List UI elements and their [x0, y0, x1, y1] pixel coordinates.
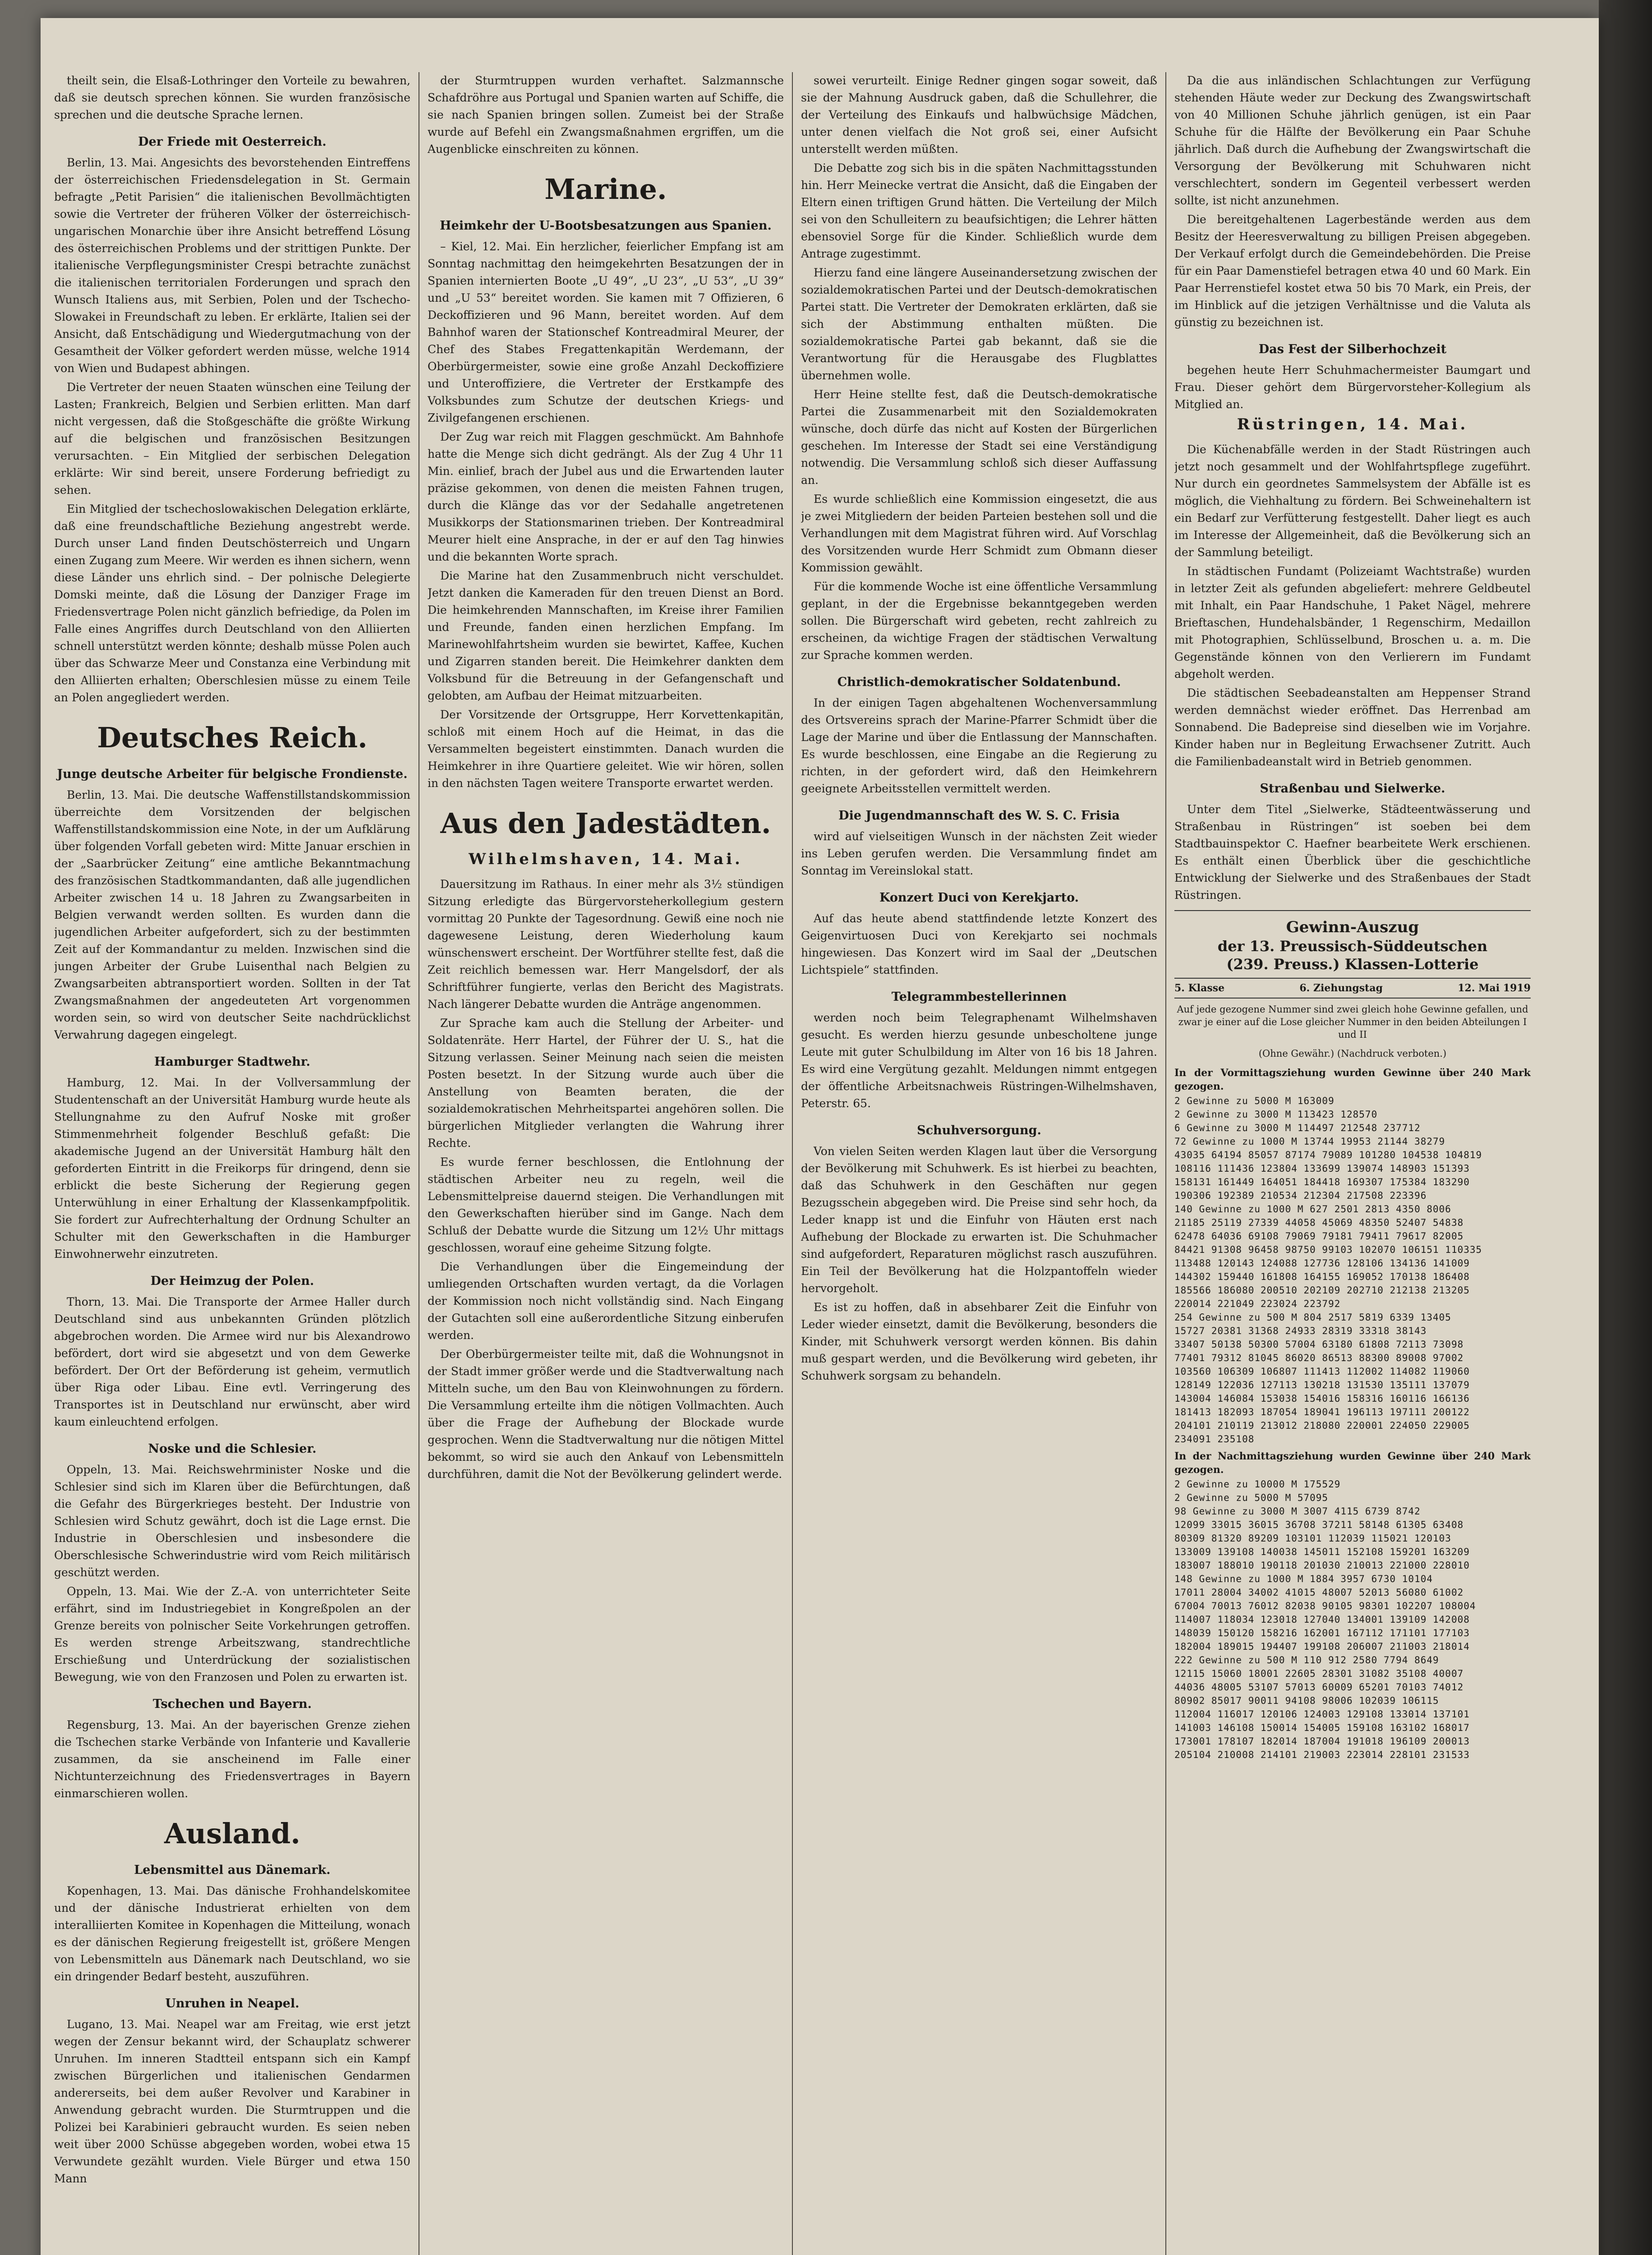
- paragraph: Unter dem Titel „Sielwerke, Städteentwässerung und Straßenbau in Rüstringen“ ist soeben bei dem Stadtbauinspektor C. Haefner bearbeitete Werk erschienen. Es enthält einen Überblick über die geschichtliche Entwicklung der Sielwerke und des Straßenbaues der Stadt Rüstringen.: [1174, 803, 1531, 902]
- paragraph: Die Vertreter der neuen Staaten wünschen eine Teilung der Lasten; Frankreich, Belgien und Serbien erlitten. Man darf nicht vergessen, daß die Stoßgeschäfte die größte Wirkung auf die belgischen und französischen Besitzungen verursachten. – Ein Mitglied der serbischen Delegation erklärte: Wir sind bereit, unsere Forderung befriedigt zu sehen.: [54, 381, 410, 497]
- lottery-draw-day: 6. Ziehungstag: [1299, 982, 1383, 994]
- lottery-line: 80902 85017 90011 94108 98006 102039 106115: [1174, 1695, 1439, 1706]
- column-3: [801, 72, 1157, 2255]
- lottery-line: 182004 189015 194407 199108 206007 211003 218014: [1174, 1641, 1470, 1652]
- lottery-line: 183007 188010 190118 201030 210013 221000 228010: [1174, 1560, 1470, 1571]
- paragraph: Ein Mitglied der tschechoslowakischen Delegation erklärte, daß eine freundschaftliche Beziehung angestrebt werde. Durch unser Land finden Deutschösterreich und Ungarn einen Zugang zum Meere. Wir werden es ihnen sichern, wenn diese Länder uns ehrlich sind. – Der polnische Delegierte Domski meinte, daß die Lösung der Danziger Frage im Friedensvertrage Polen nicht gänzlich befriedige, da Polen im Falle eines Angriffes durch Deutschland von den Alliierten schnell unterstützt werden könnte; deshalb müsse Polen auch über das Schwarze Meer und Constanza eine Verbindung mit den Alliierten erhalten; Oberschlesien müsse zu einem Teile an Polen angegliedert werden.: [54, 502, 410, 704]
- lottery-line: 190306 192389 210534 212304 217508 223396: [1174, 1190, 1427, 1201]
- lottery-line: 2 Gewinne zu 5000 M 163009: [1174, 1095, 1334, 1106]
- paragraph: Kopenhagen, 13. Mai. Das dänische Frohhandelskomitee und der dänische Industrierat erhielten von dem interalliierten Komitee in Kopenhagen die Mitteilung, wonach es der dänischen Regierung freigestellt ist, größere Mengen von Lebensmitteln aus Dänemark nach Deutschland, wo sie ein dringender Bedarf besteht, auszuführen.: [54, 1884, 410, 1983]
- paragraph: Oppeln, 13. Mai. Wie der Z.-A. von unterrichteter Seite erfährt, sind im Industriegebiet in Kongreßpolen an der Grenze bereits von polnischer Seite Vorkehrungen getroffen. Es werden strenge Arbeitszwang, standrechtliche Erschießung und Unterdrückung der sozialistischen Bewegung, wie von den Franzosen und Polen zu erwarten ist.: [54, 1585, 410, 1684]
- lottery-line: 144302 159440 161808 164155 169052 170138 186408: [1174, 1271, 1470, 1282]
- lottery-line: 205104 210008 214101 219003 223014 228101 231533: [1174, 1749, 1470, 1760]
- column-1: [54, 72, 410, 2255]
- heading-schuhversorgung: Schuhversorgung.: [917, 1123, 1041, 1137]
- divider: [1174, 910, 1531, 911]
- paragraph: Die Debatte zog sich bis in die späten Nachmittagsstunden hin. Herr Meinecke vertrat die Ansicht, daß die Eingaben der Eltern einen triftigen Grund hätten. Die Verteilung der Milch sei von den Schulleitern zu beaufsichtigen; die Lehrer hätten ebensoviel Sorge für die Kinder. Schließlich wurde dem Antrage zugestimmt.: [801, 161, 1157, 260]
- article-intro: Da die aus inländischen Schlachtungen zur Verfügung stehenden Häute weder zur Deckung des Zwangswirtschaft von 40 Millionen Schuhe jährlich genügen, ist ein Paar Schuhe für die Hälfte der Bevölkerung ein Paar Schuhe jährlich. Daß durch die Aufhebung der Zwangswirtschaft die Versorgung der Bevölkerung mit Schuhwaren nicht verschlechtert, sondern im Gegenteil verbessert werden sollte, ist nicht anzunehmen.: [1174, 74, 1531, 207]
- lottery-line: 98 Gewinne zu 3000 M 3007 4115 6739 8742: [1174, 1506, 1421, 1517]
- lottery-line: 114007 118034 123018 127040 134001 139109 142008: [1174, 1614, 1470, 1625]
- paragraph: Der Zug war reich mit Flaggen geschmückt. Am Bahnhofe hatte die Menge sich dicht gedrängt. Als der Zug 4 Uhr 11 Min. einlief, brach der Jubel aus und die Erwartenden lauter präzise gekommen, von denen die meisten Fahnen trugen, durch die Klänge das vor der Sedahalle angetretenen Musikkorps der Stationsmarinen trieben. Der Kontreadmiral Meurer hielt eine Ansprache, in der er auf den Tag hinwies und die bekannten Worte sprach.: [428, 430, 784, 563]
- paragraph: Der Vorsitzende der Ortsgruppe, Herr Korvettenkapitän, schloß mit einem Hoch auf die Heimat, in das die Versammelten begeistert einstimmten. Danach wurden die Heimkehrer in ihre Quartiere geleitet. Wie wir hören, sollen in den nächsten Tagen weitere Transporte erwartet werden.: [428, 708, 784, 790]
- heading-lebensmittel-daenemark: Lebensmittel aus Dänemark.: [134, 1863, 331, 1877]
- lottery-disclaimer: (Ohne Gewähr.) (Nachdruck verboten.): [1258, 1048, 1447, 1059]
- lottery-line: 133009 139108 140038 145011 152108 159201 163209: [1174, 1546, 1470, 1557]
- paragraph: Die Marine hat den Zusammenbruch nicht verschuldet. Jetzt danken die Kameraden für den treuen Dienst an Bord. Die heimkehrenden Mannschaften, im Kreise ihrer Familien und Freunde, fanden einen herzlichen Empfang. Im Marinewohlfahrtsheim wurden sie bewirtet, Kaffee, Kuchen und Zigarren standen bereit. Die Heimkehrer dankten dem Volksbund für die Betreuung in der Gefangenschaft und gelobten, am Aufbau der Heimat mitzuarbeiten.: [428, 569, 784, 702]
- heading-jugendmannschaft: Die Jugendmannschaft des W. S. C. Frisia: [838, 809, 1120, 823]
- lottery-subtitle: der 13. Preussisch-Süddeutschen: [1217, 938, 1488, 955]
- lottery-line: 33407 50138 50300 57004 63180 61808 72113 73098: [1174, 1339, 1464, 1350]
- paragraph: Für die kommende Woche ist eine öffentliche Versammlung geplant, in der die Ergebnisse bekanntgegeben werden sollen. Die Bürgerschaft wird gebeten, recht zahlreich zu erscheinen, da wichtige Fragen der städtischen Verwaltung zur Sprache kommen werden.: [801, 580, 1157, 662]
- lottery-line: 204101 210119 213012 218080 220001 224050 229005: [1174, 1420, 1470, 1431]
- paragraph: Oppeln, 13. Mai. Reichswehrminister Noske und die Schlesier sind sich im Klaren über die Befürchtungen, daß die Gefahr des Bürgerkrieges besteht. Der Industrie von Schlesien wird Schutz gewährt, doch ist die Lage ernst. Die Industrie in Oberschlesien und insbesondere die Oberschlesische Schwerindustrie wird vom Reich militärisch geschützt werden.: [54, 1463, 410, 1579]
- paragraph: Regensburg, 13. Mai. An der bayerischen Grenze ziehen die Tschechen starke Verbände von Infanterie und Kavallerie zusammen, da sie anscheinend im Falle einer Nichtunterzeichnung des Friedensvertrages in Bayern einmarschieren wollen.: [54, 1718, 410, 1800]
- lottery-line: 2 Gewinne zu 3000 M 113423 128570: [1174, 1109, 1378, 1120]
- paragraph: wird auf vielseitigen Wunsch in der nächsten Zeit wieder ins Leben gerufen werden. Die Versammlung findet am Sonntag im Vereinslokal statt.: [801, 830, 1157, 877]
- newspaper-page: [41, 18, 1599, 2255]
- section-heading-marine: Marine.: [544, 173, 667, 206]
- paragraph: Der Oberbürgermeister teilte mit, daß die Wohnungsnot in der Stadt immer größer werde und die Stadtverwaltung nach Mitteln suche, um den Bau von Kleinwohnungen zu fördern. Die Versammlung erteilte ihm die nötigen Vollmachten. Auch über die Frage der Aufhebung der Blockade wurde gesprochen. Wenn die Stadtverwaltung nur die nötigen Mittel bekommt, so wird sie auch den Ankauf von Lebensmitteln durchführen, damit die Not der Bevölkerung gelindert werde.: [428, 1348, 784, 1481]
- lottery-line: 222 Gewinne zu 500 M 110 912 2580 7794 8649: [1174, 1655, 1439, 1666]
- paragraph: werden noch beim Telegraphenamt Wilhelmshaven gesucht. Es werden hierzu gesunde unbescholtene junge Leute mit guter Schulbildung im Alter von 16 bis 18 Jahren. Es wird eine Vergütung gezahlt. Meldungen nimmt entgegen der öffentliche Arbeitsnachweis Rüstringen-Wilhelmshaven, Peterstr. 65.: [801, 1011, 1157, 1110]
- lottery-line: 185566 186080 200510 202109 202710 212138 213205: [1174, 1285, 1470, 1296]
- lottery-line: 12115 15060 18001 22605 28301 31082 35108 40007: [1174, 1668, 1464, 1679]
- heading-hamburger-stadtwehr: Hamburger Stadtwehr.: [154, 1055, 310, 1069]
- lottery-line: 103560 106309 106807 111413 112002 114082 119060: [1174, 1366, 1470, 1377]
- heading-friede-oesterreich: Der Friede mit Oesterreich.: [138, 135, 327, 149]
- paragraph: Berlin, 13. Mai. Angesichts des bevorstehenden Eintreffens der österreichischen Friedensdelegation in St. Germain befragte „Petit Parisien“ die italienischen Bevollmächtigten sowie die Vertreter der früheren Völker der österreichisch-ungarischen Monarchie über ihre Ansicht betreffend Lösung des österreichischen Problems und der strittigen Punkte. Der italienische Verpflegungsminister Crespi betrachte zunächst die italienischen territorialen Forderungen und sprach den Wunsch Italiens aus, mit Serbien, Polen und der Tschecho-Slowakei in Freundschaft zu leben. Er erklärte, Italien sei der Ansicht, daß Entschädigung und Wiedergutmachung von der Gesamtheit der Völker gefordert werden müsse, welche 1914 von Wien und Budapest abhingen.: [54, 156, 410, 375]
- heading-konzert: Konzert Duci von Kerekjarto.: [879, 891, 1079, 905]
- heading-strassenbau: Straßenbau und Sielwerke.: [1260, 782, 1445, 796]
- lottery-line: 108116 111436 123804 133699 139074 148903 151393: [1174, 1163, 1470, 1174]
- lottery-class: 5. Klasse: [1174, 982, 1225, 994]
- paragraph: Herr Heine stellte fest, daß die Deutsch-demokratische Partei die Zusammenarbeit mit den Sozialdemokraten wünsche, doch dürfe das nicht auf Kosten der Bürgerlichen geschehen. Im Interesse der Stadt sei eine Verständigung notwendig. Die Versammlung schloß sich dieser Auffassung an.: [801, 388, 1157, 487]
- heading-junge-arbeiter: Junge deutsche Arbeiter für belgische Frondienste.: [57, 767, 408, 781]
- paragraph: Hierzu fand eine längere Auseinandersetzung zwischen der sozialdemokratischen Partei und der Deutsch-demokratischen Partei statt. Die Vertreter der Demokraten erklärten, daß sie sich der Abstimmung enthalten müßten. Die sozialdemokratische Partei gab bekannt, daß sie die Verantwortung für die Herausgabe des Flugblattes übernehmen wolle.: [801, 266, 1157, 382]
- lottery-line: 2 Gewinne zu 5000 M 57095: [1174, 1492, 1329, 1503]
- paragraph: Hamburg, 12. Mai. In der Vollversammlung der Studentenschaft an der Universität Hamburg wurde heute als Stellungnahme zu den Aufruf Noske mit großer Stimmenmehrheit folgender Beschluß gefaßt: Die akademische Jugend an der Universität Hamburg hält den geforderten Eintritt in die Freikorps für dringend, denn sie erblickt die beste Sicherung der Regierung gegen Unterwühlung in einer Erhaltung der Klassenkampfpolitik. Sie fordert zur Aufrechterhaltung der Ordnung Schulter an Schulter mit den Gewerkschaften in die Hamburger Einwohnerwehr einzutreten.: [54, 1076, 410, 1261]
- lottery-line: 148039 150120 158216 162001 167112 171101 177103: [1174, 1628, 1470, 1638]
- heading-heimkehr-u-boot: Heimkehr der U-Bootsbesatzungen aus Spanien.: [440, 219, 772, 233]
- paragraph: Zur Sprache kam auch die Stellung der Arbeiter- und Soldatenräte. Herr Hartel, der Führer der U. S., hat die Sitzung verlassen. Seiner Meinung nach seien die meisten Posten besetzt. In der Sitzung wurde auch über die Anstellung von Beamten beraten, die der sozialdemokratischen Mehrheitspartei angehören sollen. Die bürgerlichen Mitglieder verlangten die Wahrung ihrer Rechte.: [428, 1017, 784, 1150]
- dateline-ruestringen: Rüstringen, 14. Mai.: [1237, 415, 1468, 433]
- lottery-line: 84421 91308 96458 98750 99103 102070 106151 110335: [1174, 1244, 1482, 1255]
- column-2: [428, 72, 784, 2255]
- lottery-line: 43035 64194 85057 87174 79089 101280 104538 104819: [1174, 1150, 1482, 1160]
- lottery-line: 112004 116017 120106 124003 129108 133014 137101: [1174, 1709, 1470, 1720]
- lottery-line: 6 Gewinne zu 3000 M 114497 212548 237712: [1174, 1123, 1421, 1133]
- paragraph: In der einigen Tagen abgehaltenen Wochenversammlung des Ortsvereins sprach der Marine-Pfarrer Schmidt über die Lage der Marine und über die Entlassung der Mannschaften. Es wurde beschlossen, eine Eingabe an die Regierung zu richten, in der gefordert wird, daß den Heimkehrern geeignete Arbeitsstellen vermittelt werden.: [801, 696, 1157, 795]
- paragraph: Die Küchenabfälle werden in der Stadt Rüstringen auch jetzt noch gesammelt und der Wohlfahrtspflege zugeführt. Nur durch ein geordnetes Sammelsystem der Abfälle ist es möglich, die Viehhaltung zu fördern. Bei Schweinehaltern ist ein Bedarf zur Verfütterung festgestellt. Daher liegt es auch im Interesse der Allgemeinheit, daß die Bevölkerung sich an der Sammlung beteiligt.: [1174, 443, 1531, 559]
- lottery-line: 173001 178107 182014 187004 191018 196109 200013: [1174, 1736, 1470, 1747]
- lottery-line: 62478 64036 69108 79069 79181 79411 79617 82005: [1174, 1231, 1464, 1242]
- paragraph: Es wurde ferner beschlossen, die Entlohnung der städtischen Arbeiter neu zu regeln, weil die Lebensmittelpreise dauernd steigen. Die Verhandlungen mit den Gewerkschaften hierüber sind im Gange. Nach dem Schluß der Debatte wurde die Sitzung um 12½ Uhr mittags geschlossen, worauf eine geheime Sitzung folgte.: [428, 1155, 784, 1254]
- lottery-line: 220014 221049 223024 223792: [1174, 1298, 1341, 1309]
- heading-unruhen-neapel: Unruhen in Neapel.: [165, 1997, 299, 2011]
- lottery-line: 148 Gewinne zu 1000 M 1884 3957 6730 10104: [1174, 1574, 1433, 1584]
- lottery-section-morning: In der Vormittagsziehung wurden Gewinne über 240 Mark gezogen.: [1174, 1067, 1531, 1092]
- lottery-title: Gewinn-Auszug: [1286, 918, 1419, 936]
- column-4: [1174, 72, 1531, 2255]
- paragraph: Es wurde schließlich eine Kommission eingesetzt, die aus je zwei Mitgliedern der beiden Parteien bestehen soll und die Verhandlungen mit dem Magistrat führen wird. Auf Vorschlag des Vorsitzenden wurde Herr Schmidt zum Obmann dieser Kommission gewählt.: [801, 492, 1157, 574]
- paragraph: – Kiel, 12. Mai. Ein herzlicher, feierlicher Empfang ist am Sonntag nachmittag den heimgekehrten Besatzungen der in Spanien internierten Boote „U 49“, „U 23“, „U 53“, „U 39“ und „U 53“ bereitet worden. Sie kamen mit 7 Offizieren, 6 Deckoffizieren und 96 Mann, bereitet worden. Auf dem Bahnhof waren der Stationschef Kontreadmiral Meurer, der Chef des Stabes Fregattenkapitän Werdemann, der Oberbürgermeister, sowie eine große Anzahl Deckoffiziere und Unteroffiziere, die Vertreter der Erstkampfe des Volksbundes zum Schutze der deutschen Kriegs- und Zivilgefangenen erschienen.: [428, 240, 784, 424]
- lottery-line: 140 Gewinne zu 1000 M 627 2501 2813 4350 8006: [1174, 1204, 1451, 1215]
- lottery-line: 67004 70013 76012 82038 90105 98301 102207 108004: [1174, 1601, 1476, 1611]
- lottery-subtitle: (239. Preuss.) Klassen-Lotterie: [1226, 956, 1479, 973]
- lottery-line: 254 Gewinne zu 500 M 804 2517 5819 6339 13405: [1174, 1312, 1451, 1323]
- section-heading-ausland: Ausland.: [164, 1817, 300, 1850]
- lottery-line: 12099 33015 36015 36708 37211 58148 61305 63408: [1174, 1519, 1464, 1530]
- section-heading-deutsches-reich: Deutsches Reich.: [97, 721, 368, 754]
- lottery-line: 17011 28004 34002 41015 48007 52013 56080 61002: [1174, 1587, 1464, 1598]
- lottery-line: 141003 146108 150014 154005 159108 163102 168017: [1174, 1722, 1470, 1733]
- paragraph: Die Verhandlungen über die Eingemeindung der umliegenden Ortschaften wurden vertagt, da die Vorlagen der Kommission noch nicht vollständig sind. Nach Eingang der Gutachten soll eine außerordentliche Sitzung einberufen werden.: [428, 1260, 784, 1342]
- article-intro: theilt sein, die Elsaß-Lothringer den Vorteile zu bewahren, daß sie deutsch sprechen können. Sie wurden französische sprechen und die deutsche Sprache lernen.: [54, 74, 410, 121]
- article-intro: der Sturmtruppen wurden verhaftet. Salzmannsche Schafdröhre aus Portugal und Spanien warten auf Schiffe, die sie nach Spanien bringen sollen. Zumeist bei der Straße wurde auf Befehl ein Zwangsmaßnahmen ergriffen, um die Augenblicke einschreiten zu können.: [428, 74, 784, 156]
- heading-tschechen-bayern: Tschechen und Bayern.: [152, 1697, 312, 1711]
- heading-noske: Noske und die Schlesier.: [148, 1442, 317, 1456]
- lottery-line: 72 Gewinne zu 1000 M 13744 19953 21144 38279: [1174, 1136, 1445, 1147]
- lottery-line: 143004 146084 153038 154016 158316 160116 166136: [1174, 1393, 1470, 1404]
- lottery-section-afternoon: In der Nachmittagsziehung wurden Gewinne über 240 Mark gezogen.: [1174, 1450, 1531, 1476]
- lottery-line: 80309 81320 89209 103101 112039 115021 120103: [1174, 1533, 1451, 1544]
- column-rule: [792, 72, 793, 2255]
- paragraph: In städtischen Fundamt (Polizeiamt Wachtstraße) wurden in letzter Zeit als gefunden abgeliefert: mehrere Geldbeutel mit Inhalt, ein Paar Handschuhe, 1 Paket Nägel, mehrere Brieftaschen, Hundehalsbänder, 1 Regenschirm, Medaillon mit Photographien, Schlüsselbund, Broschen u. a. m. Die Gegenstände können von den Verlierern im Fundamt abgeholt werden.: [1174, 565, 1531, 681]
- heading-heimzug-polen: Der Heimzug der Polen.: [150, 1274, 314, 1288]
- lottery-meta-row: [1174, 978, 1531, 999]
- paragraph: Es ist zu hoffen, daß in absehbarer Zeit die Einfuhr von Leder wieder einsetzt, damit die Bevölkerung, besonders die Kinder, mit Schuhwerk versorgt werden können. Bis dahin muß gespart werden, und die Bevölkerung wird gebeten, ihr Schuhwerk sorgsam zu behandeln.: [801, 1301, 1157, 1382]
- lottery-line: 113488 120143 124088 127736 128106 134136 141009: [1174, 1258, 1470, 1269]
- paragraph: Von vielen Seiten werden Klagen laut über die Versorgung der Bevölkerung mit Schuhwerk. Es ist hierbei zu beachten, daß das Schuhwerk in den Geschäften nur gegen Bezugsschein abgegeben wird. Die Preise sind sehr hoch, da Leder knapp ist und die Einfuhr von Häuten erst nach Aufhebung der Blockade zu erwarten ist. Die Schuhmacher sind aufgefordert, Reparaturen möglichst rasch auszuführen. Ein Teil der Bevölkerung hat die Holzpantoffeln wieder hervorgeholt.: [801, 1145, 1157, 1295]
- heading-telegramm: Telegrammbestellerinnen: [891, 990, 1067, 1004]
- heading-silberhochzeit: Das Fest der Silberhochzeit: [1258, 342, 1447, 356]
- lottery-date: 12. Mai 1919: [1458, 982, 1531, 994]
- paragraph: begehen heute Herr Schuhmachermeister Baumgart und Frau. Dieser gehört dem Bürgervorsteher-Kollegium als Mitglied an.: [1174, 364, 1531, 411]
- paragraph: Berlin, 13. Mai. Die deutsche Waffenstillstandskommission überreichte dem Vorsitzenden der belgischen Waffenstillstandskommission eine Note, in der um Aufklärung über folgenden Vorfall gebeten wird: Mitte Januar erschien in der „Saarbrücker Zeitung“ eine amtliche Bekanntmachung des französischen Stadtkommandanten, daß alle jugendlichen Arbeiter zwischen 14 u. 18 Jahren zu Zwangsarbeiten in Belgien verwandt werden sollten. Es wurden dann die jugendlichen Arbeiter aufgefordert, sich zu der bestimmten Zeit auf der Kommandantur zu melden. Inzwischen sind die jungen Arbeiter der Grube Luisenthal nach Belgien zu Zwangsarbeiten abtransportiert worden. Sollten in der Tat Zwangsmaßnahmen der angedeuteten Art vorgenommen worden sein, so wird von deutscher Seite nachdrücklichst Verwahrung dagegen eingelegt.: [54, 788, 410, 1041]
- lottery-line: 181413 182093 187054 189041 196113 197111 200122: [1174, 1407, 1470, 1417]
- paragraph: Die städtischen Seebadeanstalten am Heppenser Strand werden demnächst wieder eröffnet. Das Herrenbad am Sonnabend. Die Badepreise sind dieselben wie im Vorjahre. Kinder haben nur in Begleitung Erwachsener Zutritt. Auch die Familienbadeanstalt wird in Betrieb genommen.: [1174, 686, 1531, 768]
- lottery-line: 15727 20381 31368 24933 28319 33318 38143: [1174, 1325, 1427, 1336]
- article-intro: sowei verurteilt. Einige Redner gingen sogar soweit, daß sie der Mahnung Ausdruck gaben, daß die Schullehrer, die der Verteilung des Einkaufs und halbwüchsige Mädchen, unter denen vielfach die Not groß sei, einer Aufsicht unterstellt werden müßten.: [801, 74, 1157, 156]
- lottery-line: 44036 48005 53107 57013 60009 65201 70103 74012: [1174, 1682, 1464, 1693]
- column-rule: [1165, 72, 1166, 2255]
- lottery-line: 234091 235108: [1174, 1434, 1255, 1445]
- lottery-line: 2 Gewinne zu 10000 M 175529: [1174, 1479, 1341, 1490]
- lottery-note: Auf jede gezogene Nummer sind zwei gleich hohe Gewinne gefallen, und zwar je einer auf die Lose gleicher Nummer in den beiden Abteilungen I und II: [1177, 1004, 1528, 1040]
- section-heading-jadestaedte: Aus den Jadestädten.: [440, 807, 771, 840]
- dateline-wilhelmshaven: Wilhelmshaven, 14. Mai.: [469, 850, 743, 868]
- paragraph: Die bereitgehaltenen Lagerbestände werden aus dem Besitz der Heeresverwaltung zu billigen Preisen abgegeben. Der Verkauf erfolgt durch die Gemeindebehörden. Die Preise für ein Paar Damenstiefel betragen etwa 40 und 60 Mark. Ein Paar Herrenstiefel kostet etwa 50 bis 70 Mark, ein Preis, der im Hinblick auf die jetzigen Verhältnisse und die Valuta als günstig zu bezeichnen ist.: [1174, 213, 1531, 329]
- paragraph: Dauersitzung im Rathaus. In einer mehr als 3½ stündigen Sitzung erledigte das Bürgervorsteherkollegium gestern vormittag 20 Punkte der Tagesordnung. Gewiß eine noch nie dagewesene Leistung, deren Wiederholung kaum wünschenswert erscheint. Der Wortführer stellte fest, daß die Zeit reichlich bemessen war. Herr Mangelsdorf, der als Schriftführer fungierte, verlas den Bericht des Magistrats. Nach längerer Debatte wurden die Anträge angenommen.: [428, 878, 784, 1011]
- lottery-line: 21185 25119 27339 44058 45069 48350 52407 54838: [1174, 1217, 1464, 1228]
- page-edge-shadow: [1599, 0, 1652, 2255]
- paragraph: Auf das heute abend stattfindende letzte Konzert des Geigenvirtuosen Duci von Kerekjarto sei nochmals hingewiesen. Das Konzert wird im Saal der „Deutschen Lichtspiele“ stattfinden.: [801, 912, 1157, 976]
- lottery-line: 158131 161449 164051 184418 169307 175384 183290: [1174, 1177, 1470, 1187]
- paragraph: Lugano, 13. Mai. Neapel war am Freitag, wie erst jetzt wegen der Zensur bekannt wird, der Schauplatz schwerer Unruhen. Im inneren Stadtteil entspann sich ein Kampf zwischen Bürgerlichen und italienischen Gendarmen andererseits, bei dem außer Revolver und Karabiner in Anwendung gebracht wurden. Die Sturmtruppen und die Polizei bei Karabinieri gebraucht wurden. Es seien neben weit über 2000 Schüsse abgegeben worden, wobei etwa 15 Verwundete gezählt wurden. Viele Bürger und etwa 150 Mann: [54, 2018, 410, 2185]
- lottery-line: 128149 122036 127113 130218 131530 135111 137079: [1174, 1380, 1470, 1390]
- lottery-line: 77401 79312 81045 86020 86513 88300 89008 97002: [1174, 1353, 1464, 1363]
- heading-christlich-demokratisch: Christlich-demokratischer Soldatenbund.: [837, 675, 1121, 689]
- paragraph: Thorn, 13. Mai. Die Transporte der Armee Haller durch Deutschland sind aus unbekannten Gründen plötzlich abgebrochen worden. Die Armee wird nur bis Alexandrowo befördert, dort wird sie abgesetzt und von dem Gewerke befördert. Der Ort der Beförderung ist geheim, vermutlich über Riga oder Libau. Eine evtl. Verringerung des Transportes ist in Deutschland nur erwünscht, aber wird kaum einleuchtend erfolgen.: [54, 1295, 410, 1428]
